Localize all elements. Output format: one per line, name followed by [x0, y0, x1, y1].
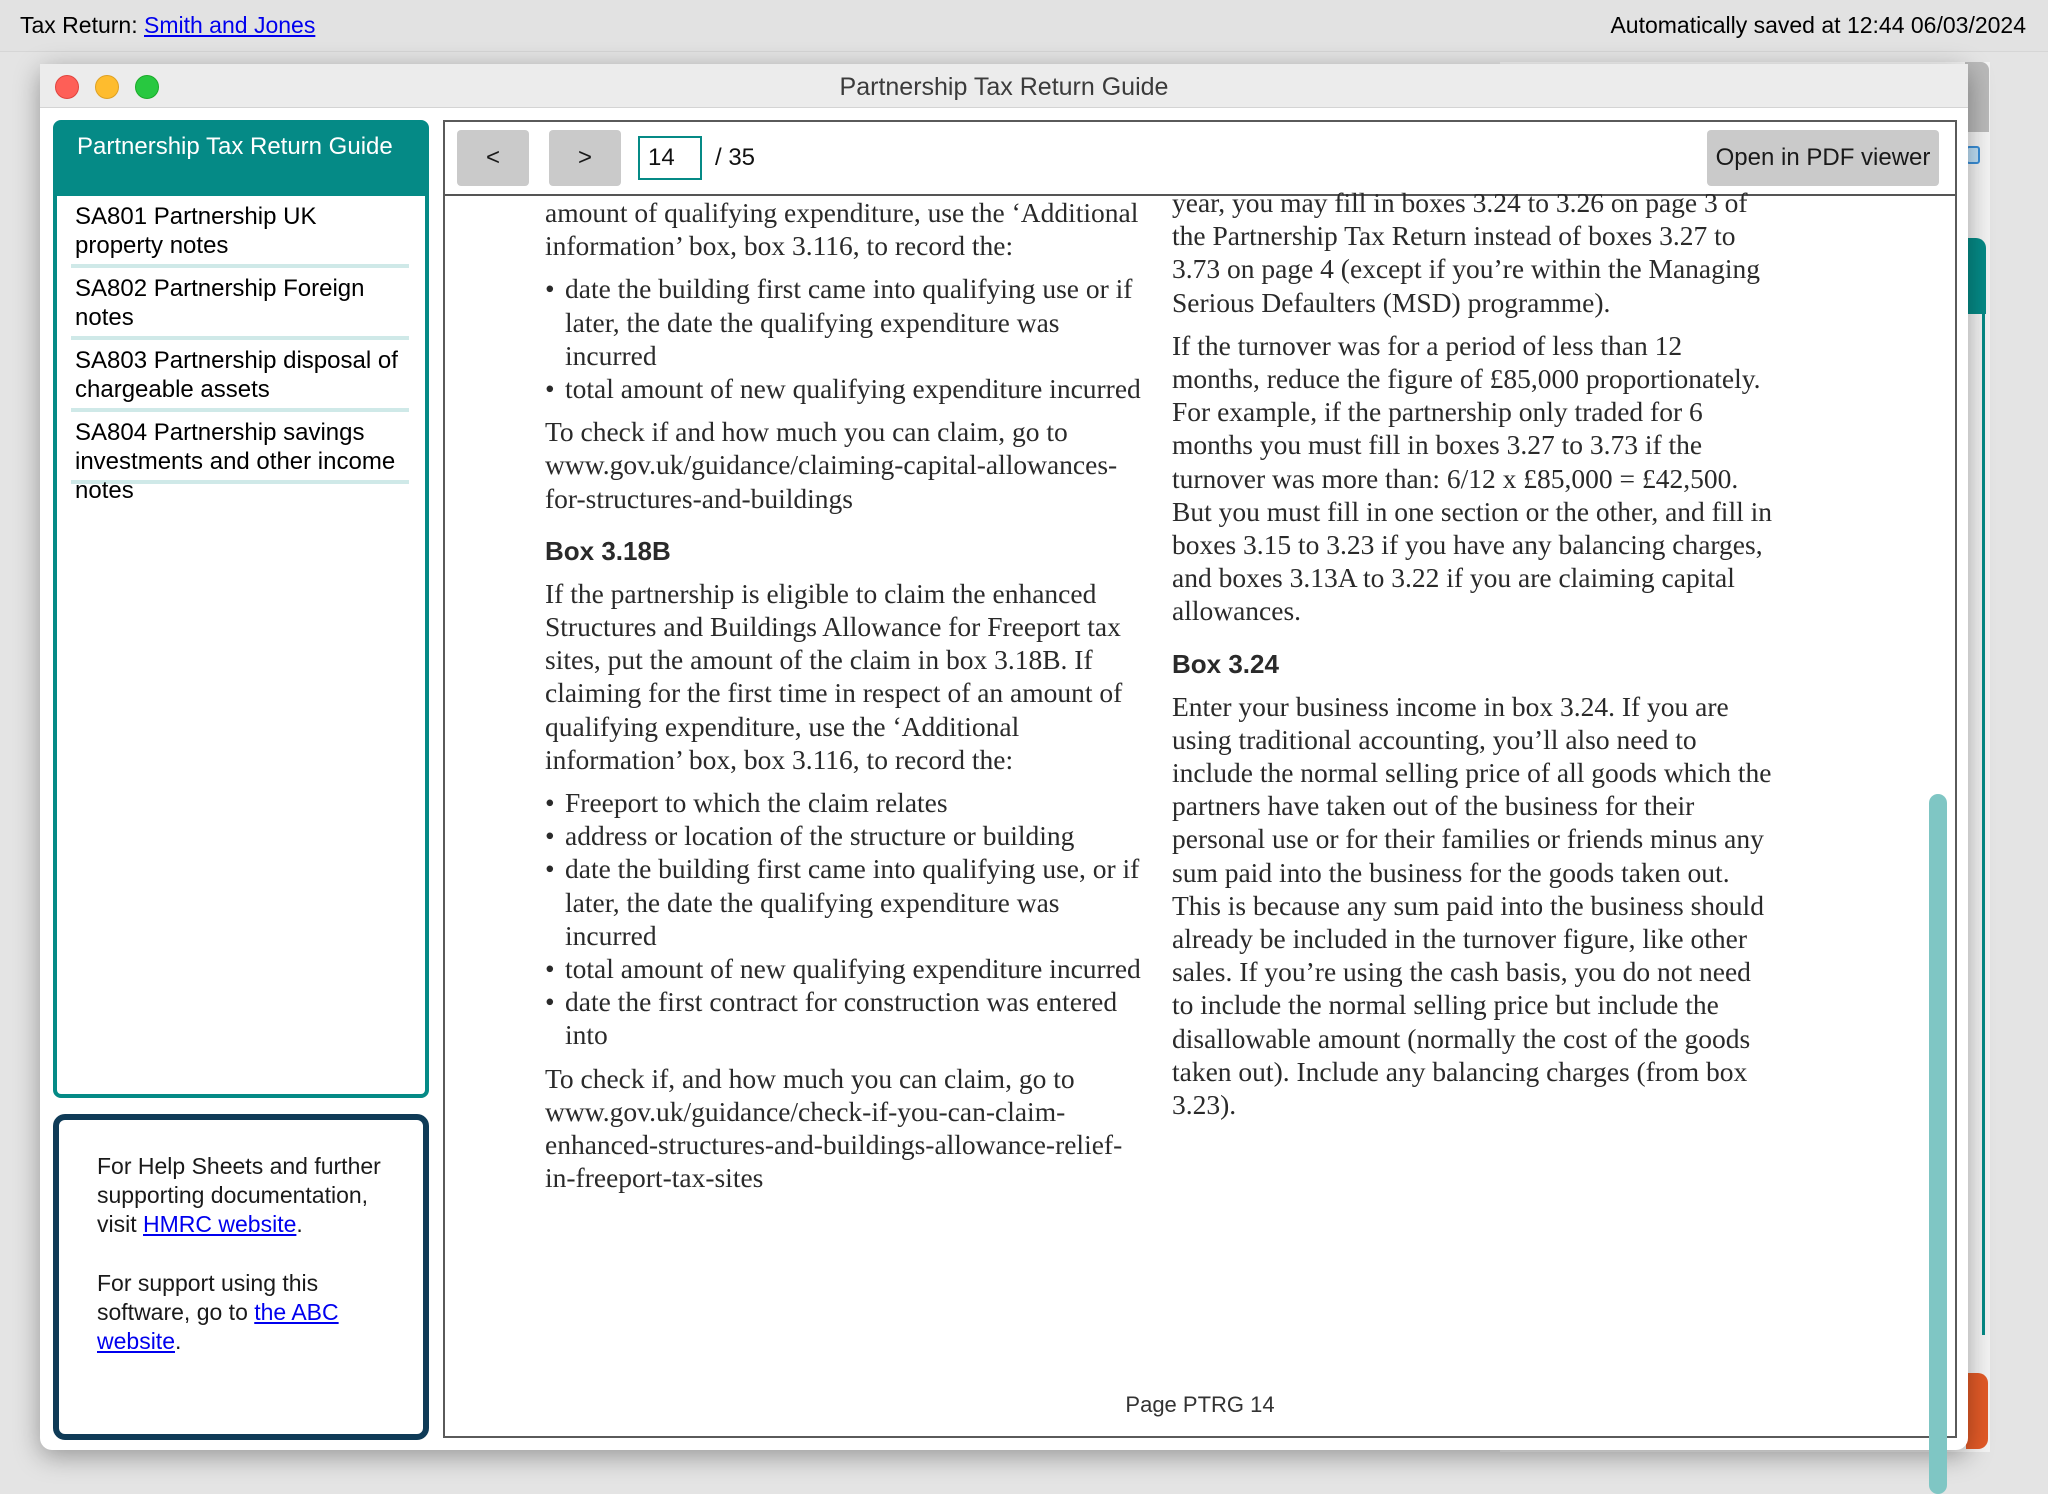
bullet-list [545, 272, 1145, 405]
list-item: • date the building first came into qualifying use or if later, the date the qualifying expenditure was incurred [545, 272, 1145, 372]
sidebar-item-sa802[interactable]: SA802 Partnership Foreign notes [71, 268, 409, 340]
paragraph: year, you may fill in boxes 3.24 to 3.26 on page 3 of the Partnership Tax Return instead of boxes 3.27 to 3.73 on page 4 (except if you’re within the Managing Serious Defaulters (MSD) programme). [1172, 187, 1761, 318]
paragraph: Enter your business income in box 3.24. If you are using traditional accounting, you’ll also need to include the normal selling price of all goods which the partners have taken out of the business for their personal use or for their families or friends minus any sum paid into the business for the goods taken out. This is because any sum paid into the business should already be included in the turnover figure, like other sales. If you’re using the cash basis, you do not need to include the normal selling price but include the disallowable amount (normally the cost of the goods taken out). Include any balancing charges (from box 3.23). [1172, 690, 1772, 1121]
abc-website-link[interactable]: the ABC website [97, 1299, 339, 1354]
window-titlebar [40, 64, 1968, 108]
previous-page-button[interactable]: < [457, 130, 529, 186]
list-item: • date the first contract for construction was entered into [545, 985, 1145, 1051]
help-sheets-text: For Help Sheets and further supporting documentation, visit HMRC website. [97, 1153, 381, 1237]
page-right-column [1172, 186, 1772, 1131]
paragraph: To check if and how much you can claim, go to www.gov.uk/guidance/claiming-capital-allowances-for-structures-and-buildings [545, 416, 1118, 514]
page-total: / 35 [715, 144, 756, 171]
list-item: • total amount of new qualifying expenditure incurred [545, 952, 1145, 985]
page-footer: Page PTRG 14 [1125, 1392, 1275, 1417]
window-title: Partnership Tax Return Guide [839, 73, 1169, 101]
open-in-pdf-viewer-button[interactable]: Open in PDF viewer [1707, 130, 1939, 186]
sidebar-item-sa803[interactable]: SA803 Partnership disposal of chargeable assets [71, 340, 409, 412]
bullet-list [545, 786, 1145, 1052]
tax-return-prefix: Tax Return: [20, 12, 144, 38]
guide-sidebar [53, 120, 429, 1098]
guide-window [40, 64, 1968, 1450]
paragraph: amount of qualifying expenditure, use the ‘Additional information’ box, box 3.116, to record the: [545, 197, 1139, 262]
sidebar-item-sa804[interactable]: SA804 Partnership savings investments and other income notes [71, 412, 409, 484]
software-support-text: For support using this software, go to the ABC website. [97, 1270, 339, 1354]
sidebar-item-partnership-tax-return-guide[interactable]: Partnership Tax Return Guide [57, 124, 425, 196]
sidebar-item-sa801[interactable]: SA801 Partnership UK property notes [71, 196, 409, 268]
paragraph: If the partnership is eligible to claim the enhanced Structures and Buildings Allowance for Freeport tax sites, put the amount of the claim in box 3.18B. If claiming for the first time in respect of an amount of qualifying expenditure, use the ‘Additional information’ box, box 3.116, to record the: [545, 577, 1123, 775]
background-orange-button [1966, 1373, 1988, 1449]
section-heading-box-3-18b: Box 3.18B [545, 535, 671, 566]
list-item: • date the building first came into qualifying use, or if later, the date the qualifying expenditure was incurred [545, 852, 1145, 952]
paragraph: If the turnover was for a period of less than 12 months, reduce the figure of £85,000 proportionately. For example, if the partnership only traded for 6 months you must fill in boxes 3.27 to 3.73 if the turnover was more than: 6/12 x £85,000 = £42,500. But you must fill in one section or the other, and fill in boxes 3.15 to 3.23 if you have any balancing charges, and boxes 3.13A to 3.22 if you are claiming capital allowances. [1172, 329, 1772, 627]
list-item: • total amount of new qualifying expenditure incurred [545, 372, 1145, 405]
viewer-toolbar [445, 122, 1955, 194]
page-left-column [545, 196, 1145, 1204]
tax-return-label [20, 12, 315, 39]
client-link[interactable]: Smith and Jones [144, 12, 316, 38]
pdf-page [445, 187, 1955, 1440]
app-header [0, 0, 2048, 52]
background-checkbox-icon [1966, 146, 1980, 164]
background-teal-border [1982, 300, 1985, 1335]
pdf-viewer [443, 120, 1957, 1438]
autosave-status: Automatically saved at 12:44 06/03/2024 [1610, 12, 2026, 38]
viewer-scrollbar-thumb[interactable] [1929, 794, 1947, 1494]
list-item: • address or location of the structure or building [545, 819, 1145, 852]
list-item: • Freeport to which the claim relates [545, 786, 1145, 819]
paragraph: To check if, and how much you can claim, go to www.gov.uk/guidance/check-if-you-can-claim-enhanced-structures-and-buildings-allowance-relief-in-freeport-tax-sites [545, 1062, 1123, 1194]
section-heading-box-3-24: Box 3.24 [1172, 648, 1279, 679]
background-scrollbar [1965, 62, 1989, 132]
hmrc-website-link[interactable]: HMRC website [143, 1211, 297, 1237]
next-page-button[interactable]: > [549, 130, 621, 186]
page-number-input[interactable] [638, 136, 702, 180]
help-panel [53, 1114, 429, 1440]
